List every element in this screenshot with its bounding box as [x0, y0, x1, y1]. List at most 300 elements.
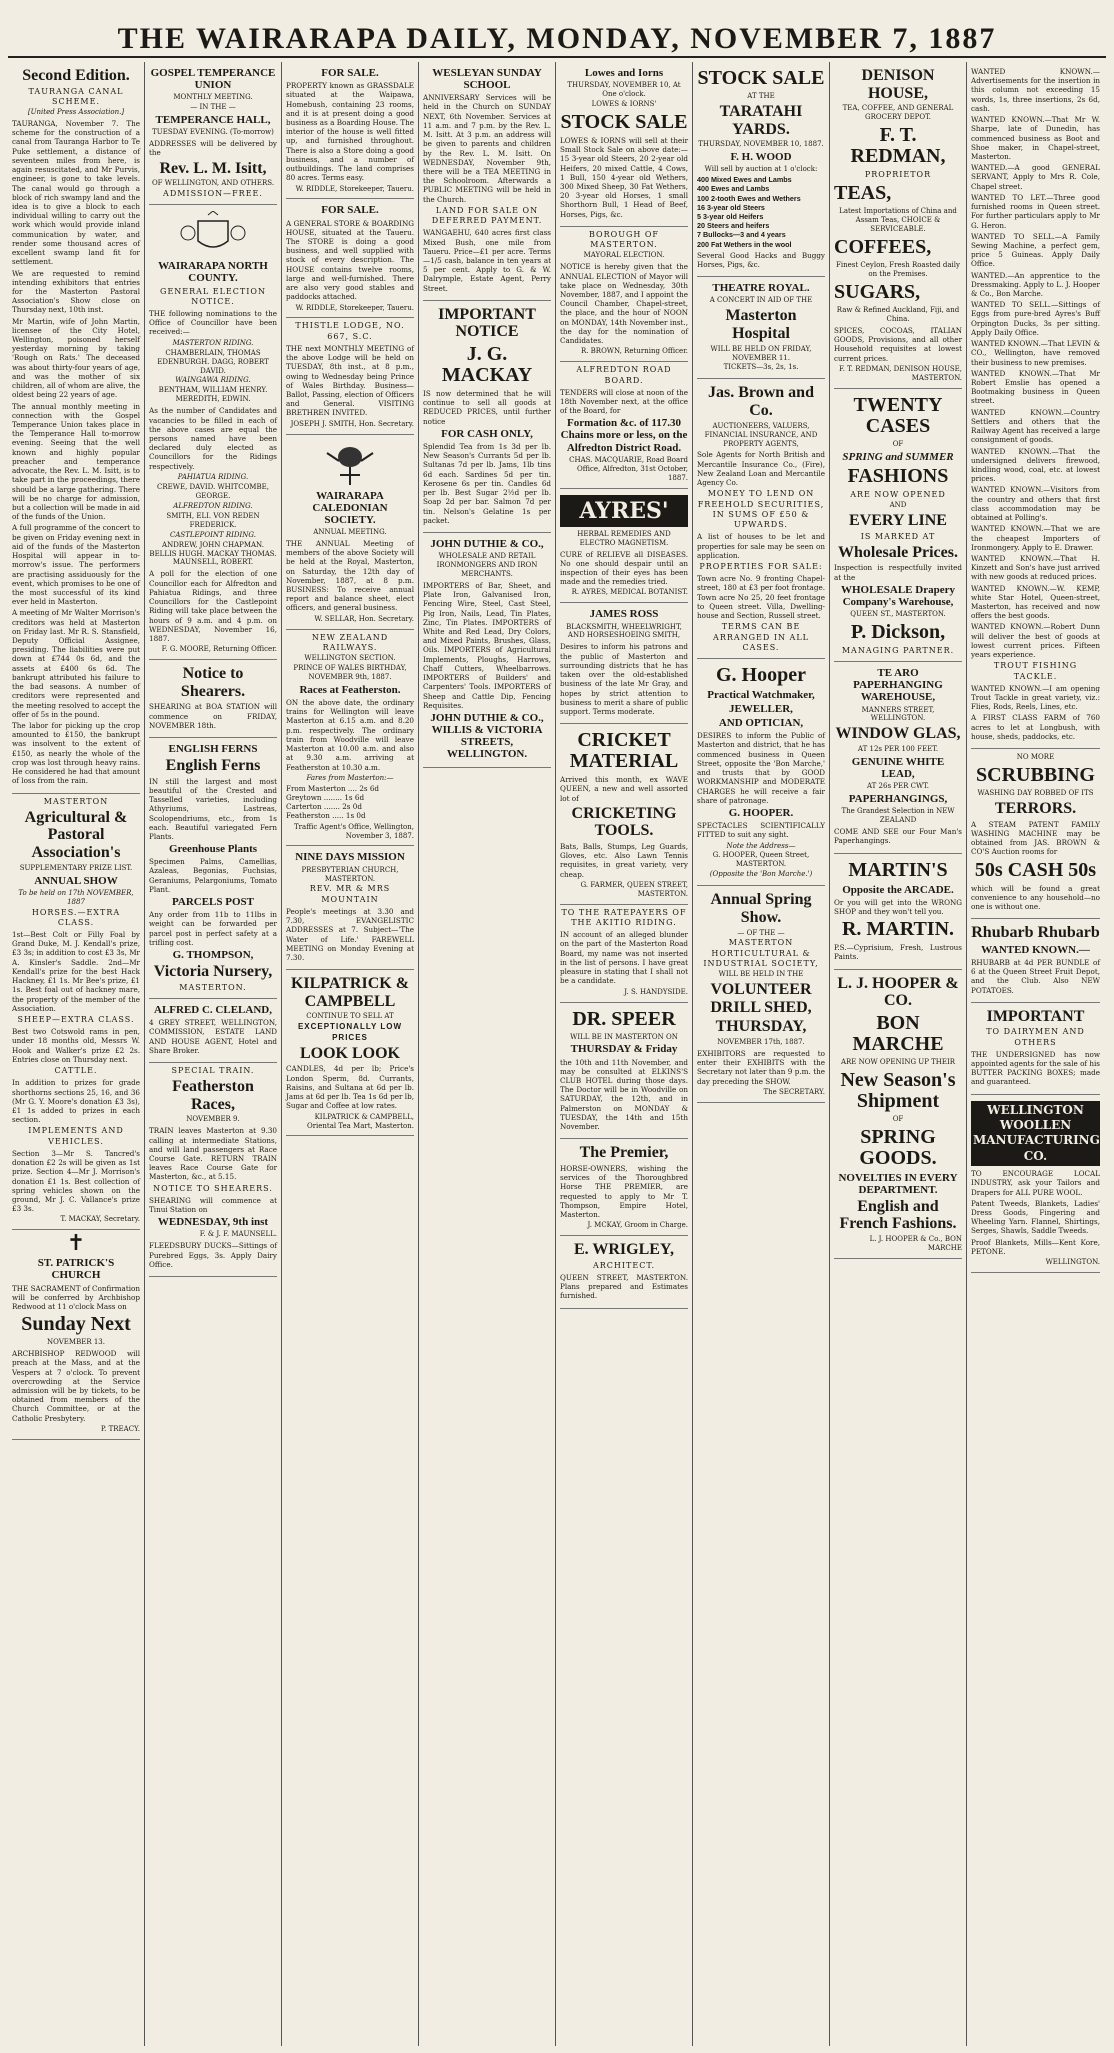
ad-date: THURSDAY, NOVEMBER 10, At One o'clock. [567, 81, 681, 99]
ad-subtitle: ARCHITECT. [592, 1260, 656, 1270]
ad-text: IN still the largest and most beautiful of the Crested and Tasselled varieties, including Athyriums, Lastreas, Scolopendriums, etc., from 1s each. Beautiful variegated Fern Plants. [149, 776, 277, 841]
ad-pretitle: SPECIAL TRAIN. [171, 1066, 255, 1075]
the-premier-ad [560, 1139, 688, 1236]
te-aro-paperhanging-ad [834, 662, 962, 853]
ad-signature: CHAS. MACQUARIE, Road Board Office, Alfredton, 31st October, 1887. [569, 455, 688, 482]
thistle-emblem-icon [315, 441, 385, 487]
ad-text: the 10th and 11th November, and may be consulted at ELKINS'S CLUB HOTEL during those days. The Doctor will be in Woodville on SATURDAY, the 12th, and in Palmerston on MONDAY & TUESDAY, the 14th and 15th November. [560, 1057, 688, 1132]
ad-title: Agricultural & Pastoral Association's [24, 808, 128, 861]
candidate-names: SMITH, ELI. VON REDEN FREDERICK. [166, 511, 260, 529]
ad-headline: CRICKETING TOOLS. [571, 804, 677, 840]
ad-subtitle: SUPPLEMENTARY PRIZE LIST. [19, 863, 133, 872]
mayoral-election-ad [560, 227, 688, 362]
county-election-ad [149, 205, 277, 660]
ad-text: ARCHBISHOP REDWOOD will preach at the Mass, and at the Vespers at 7 o'clock. To prevent overcrowding at the Service admission will be by tickets, to be obtained from members of the Church Committee, or at the Catholic Presbytery. [12, 1349, 140, 1423]
ad-text: SPICES, COCOAS, ITALIAN GOODS, Provisions, and all other Household requisites at lowest current prices. [834, 326, 962, 363]
product-description: Latest Importations of China and Assam Teas, CHOICE & SERVICEABLE. [839, 207, 957, 234]
ad-text: EXHIBITORS are requested to enter their EXHIBITS with the Secretary not later than 9 p.m. the day preceding the SHOW. [697, 1048, 825, 1086]
article-heading: TAURANGA CANAL SCHEME. [28, 86, 124, 106]
product-sugars: SUGARS, [834, 281, 921, 304]
column-2 [145, 62, 282, 2046]
product-description: Raw & Refined Auckland, Fiji, and China. [836, 306, 960, 324]
ad-subtitle: — IN THE — [190, 103, 236, 112]
newspaper-title: THE WAIRARAPA DAILY, MONDAY, NOVEMBER 7, 1887 [117, 22, 997, 55]
article-text: We are requested to remind intending exhibitors that entries for the Masterton Pastoral Association's Show close on Thursday next, 10th inst. [12, 268, 140, 315]
wanted-notice: WANTED TO LET.—Three good furnished rooms in Queen street. For further particulars apply to Mr G. Heron. [971, 192, 1100, 230]
ad-note: (Opposite the 'Bon Marche.') [709, 870, 813, 879]
coat-of-arms-icon [178, 211, 248, 257]
ad-address: G. HOOPER, Queen Street, MASTERTON. [712, 851, 810, 869]
ad-text: RHUBARB at 4d PER BUNDLE of 6 at the Queen Street Fruit Depot, and the Club. Also NEW POTATOES. [971, 957, 1100, 995]
ad-subtitle: OF WELLINGTON, AND OTHERS. [151, 179, 275, 188]
ad-subtitle: ANNUAL MEETING. [313, 527, 387, 536]
riding-name: ALFREDTON RIDING. [173, 501, 253, 510]
ad-price: 50s CASH 50s [974, 858, 1097, 881]
ad-text: People's meetings at 3.30 and 7.30, EVANGELISTIC ADDRESSES at 7. Subject—'The Water of Life.' FAREWELL MEETING on Monday Evening at 7.30. [286, 906, 414, 963]
ad-title: E. WRIGLEY, [573, 1241, 675, 1259]
ad-signature: R. BROWN, Returning Officer. [580, 347, 688, 356]
ad-title: JOHN DUTHIE & CO., [430, 537, 544, 550]
ad-title: ALFREDTON ROAD BOARD. [576, 365, 672, 385]
ad-text: THE SACRAMENT of Confirmation will be conferred by Archbishop Redwood at 11 o'clock Mass on [12, 1283, 140, 1311]
candidate-names: BENTHAM, WILLIAM HENRY. MEREDITH, EDWIN. [158, 386, 268, 404]
ad-signature: KILPATRICK & CAMPBELL, Oriental Tea Mart, Masterton. [306, 1112, 414, 1130]
ad-signature: JOSEPH J. SMITH, Hon. Secretary. [290, 419, 414, 428]
ad-headline: SCRUBBING [976, 764, 1095, 787]
wanted-notice: WANTED.—A good GENERAL SERVANT, Apply to Mrs R. Cole, Chapel street. [971, 163, 1100, 191]
ad-subtitle: AND [889, 501, 907, 510]
ad-subtitle: WELLINGTON SECTION. [304, 654, 396, 663]
ad-title: WESLEYAN SUNDAY SCHOOL [432, 67, 542, 92]
ad-title: Jas. Brown and Co. [708, 384, 814, 420]
ad-signature: T. MACKAY, Secretary. [60, 1215, 140, 1224]
column-1 [8, 62, 145, 2046]
ad-firm: LOWES & IORNS' [591, 100, 657, 108]
ad-text: TENDERS will close at noon of the 18th November next, at the office of the Board, for [560, 387, 688, 416]
ad-text: 1st—Best Colt or Filly Foal by Grand Duke, M. J. Kendall's prize, £3 3s; in addition to cost £3 3s, Mr A. Kinsler's Saddle. 2nd—Mr Kendall's prize for the best Hack Hackney, £1 1s. Mr Bee's prize, £1 1s. Best foal out of hackney mare, the property of the member of the Association. [12, 929, 140, 1013]
ad-headline: LOOK LOOK [299, 1044, 400, 1062]
ad-name: G. THOMPSON, [172, 949, 254, 962]
ad-subtitle: MAYORAL ELECTION. [583, 251, 665, 260]
wanted-notice: WANTED.—An apprentice to the Dressmaking. Apply to L. J. Hooper & Co., Bon Marche. [971, 270, 1100, 299]
candidate-names: ANDREW, JOHN CHAPMAN. BELLIS HUGH. MACKAY THOMAS. MAUNSELL, ROBERT. [149, 540, 277, 567]
ad-title: KILPATRICK & CAMPBELL [290, 975, 410, 1010]
ad-pretitle: MASTERTON [43, 796, 109, 806]
ad-text: CANDLES, 4d per lb; Price's London Sperm, 8d. Currants, Raisins, and Sultana at 6d per lb. Jams at 6d per lb. Tea 1s 6d per lb, Sugar and Coffee at low rates. [286, 1064, 414, 1111]
ad-title: THEATRE ROYAL. [712, 282, 810, 295]
product-lead: GENUINE WHITE LEAD, [851, 755, 945, 781]
ad-text: Bats, Balls, Stumps, Leg Guards, Gloves, etc. Also Lawn Tennis requisites, in great variety, very cheap. [560, 842, 688, 879]
ad-text: Or you will get into the WRONG SHOP and they won't tell you. [834, 897, 962, 916]
ad-signature: JOHN DUTHIE & CO., WILLIS & VICTORIA STREETS, WELLINGTON. [430, 711, 544, 761]
ad-signature: W. SELLAR, Hon. Secretary. [314, 614, 414, 623]
ad-subtitle: A CONCERT IN AID OF THE [709, 296, 813, 305]
ad-signature: J. MCKAY, Groom in Charge. [587, 1221, 688, 1230]
article-text: The annual monthly meeting in connection with the Gospel Temperance Union takes place in the Temperance Hall to-morrow evening. Seeing that the well known and highly popular preacher and temperance advocate, the Rev. L. M. Isitt, is to take part in the proceedings, there should be a large gathering. There will be no charge for admission, but a collection will be made in aid of the funds of the Union. [12, 401, 140, 522]
cleland-ad [149, 999, 277, 1063]
ad-title: THISTLE LODGE, NO. 667, S.C. [295, 321, 405, 341]
ad-subheading: PARCELS POST [171, 896, 254, 909]
ad-headline: Masterton Hospital [725, 307, 797, 342]
ad-title: NEW ZEALAND RAILWAYS. [311, 632, 389, 652]
ad-title: IMPORTANT [986, 1007, 1085, 1025]
ad-business: Victoria Nursery, [153, 963, 273, 981]
general-store-sale-ad [286, 199, 414, 318]
cricket-material-ad [560, 724, 688, 905]
ad-subtitle: PRINCE OF WALES BIRTHDAY, NOVEMBER 9th, 1887. [293, 664, 407, 681]
column-3 [282, 62, 419, 2046]
ad-subtitle: AT THE [747, 92, 775, 100]
ad-subtitle: MONTHLY MEETING. [173, 93, 253, 102]
ad-headline: Wholesale Prices. [838, 543, 958, 561]
james-ross-ad [560, 603, 688, 724]
ad-title: DENISON HOUSE, [861, 67, 935, 102]
ad-text: TO ENCOURAGE LOCAL INDUSTRY, ask your Tailors and Drapers for ALL PURE WOOL. [971, 1169, 1100, 1197]
column-6 [693, 62, 830, 2046]
article-text: TAURANGA, November 7. The scheme for the construction of a canal from Tauranga Harbor to Te Puke settlement, a distance of seventeen miles from here, is again resuscitated, and Mr Purvis, engineer, is gone to take levels. The canal would go through a block of rich swampy land and the idea is to give a block to each individual willing to carry out the work which would provide inland communication by water, and render some thousand acres of excellent swamp land fit for settlement. [12, 119, 140, 267]
second-edition [12, 62, 140, 794]
product-price: AT 26s PER CWT. [866, 782, 930, 791]
washing-machine-ad [971, 749, 1100, 919]
ad-text: A STEAM PATENT FAMILY WASHING MACHINE may be obtained from JAS. BROWN & CO'S Auction rooms for [971, 819, 1100, 857]
ad-signature: P. TREACY. [100, 1424, 140, 1433]
ad-subtitle: MASTERTON HORTICULTURAL & INDUSTRIAL SOCIETY, [703, 938, 819, 968]
agricultural-association-ad [12, 794, 140, 1231]
ad-date: WEDNESDAY, 9th inst [157, 1216, 269, 1229]
riding-name: CASTLEPOINT RIDING. [170, 530, 256, 539]
ad-subheading: CATTLE. [54, 1066, 98, 1076]
fare-line: Carterton ....... 2s 0d [286, 802, 362, 812]
ad-subtitle: WASHING DAY ROBBED OF ITS [977, 789, 1094, 798]
columns [8, 62, 1106, 2046]
ad-text: ANNIVERSARY Services will be held in the Church on SUNDAY NEXT, 6th November. Services at 11 a.m. and 7 p.m. by the Rev. L. M. Isitt. At 3 p.m. an address will be given to parents and children by the Rev. L. M. Isitt. On WEDNESDAY, November 9th, there will be a TEA MEETING in the Schoolroom. Afterwards a PUBLIC MEETING will be held in the Church. [423, 93, 551, 204]
denison-house-ad [834, 62, 962, 389]
ad-subtitle: WILL BE HELD IN THE [718, 970, 804, 979]
ad-text: PROPERTY known as GRASSDALE situated at the Waipawa, Homebush, containing 23 rooms, and it is at present doing a good business as a Boarding House. The interior of the house is well fitted up, and furnished throughout. There is also a Store doing a good business, and a number of outbuildings. The land comprises 80 acres. Terms easy. [286, 81, 414, 183]
ad-date: WILL BE HELD ON FRIDAY, NOVEMBER 11. [710, 344, 812, 362]
proprietor-name: F. T. REDMAN, [850, 124, 946, 168]
ad-headline: Races at Featherston. [299, 683, 401, 696]
stock-line: 7 Bullocks—3 and 4 years [697, 230, 786, 240]
ad-signature: Traffic Agent's Office, Wellington, November 3, 1887. [294, 822, 414, 840]
english-ferns-ad [149, 738, 277, 999]
ticket-prices: TICKETS—3s, 2s, 1s. [723, 363, 799, 372]
stock-line: 20 Steers and heifers [697, 221, 770, 231]
ad-text: Several Good Hacks and Buggy Horses, Pigs, &c. [697, 250, 825, 270]
column-7 [830, 62, 967, 2046]
ad-pretitle: NO MORE [1016, 753, 1055, 762]
ad-date: NOVEMBER 13. [47, 1338, 105, 1347]
ayres-ad [560, 489, 688, 604]
ad-speaker: REV. MR & MRS MOUNTAIN [309, 884, 391, 904]
ad-subheading: HORSES.—EXTRA CLASS. [31, 907, 121, 927]
ad-text: THE ANNUAL Meeting of members of the above Society will be held at the Royal, Masterton, on Saturday, the 12th day of November, 1887, at 8 p.m. BUSINESS: To receive annual report and balance sheet, elect officers, and general business. [286, 538, 414, 613]
ad-headline: New Season's Shipment [840, 1068, 956, 1112]
ad-subtitle: ARE NOW OPENED [850, 489, 946, 499]
ad-title: FOR SALE. [321, 204, 379, 217]
product-coffees: COFFEES, [834, 236, 932, 259]
grassdale-sale-ad [286, 62, 414, 199]
ad-title: WELLINGTON WOOLLEN MANUFACTURING CO. [971, 1101, 1100, 1166]
ad-headline: BON MARCHE [852, 1011, 944, 1055]
ad-name: R. MARTIN. [841, 918, 955, 941]
article-text: Mr Martin, wife of John Martin, licensee of the City Hotel, Wellington, poisoned herself yesterday morning by taking 'Rough on Rats.' The deceased was about thirty-four years of age, and was the mother of six children, all of whom are alive, the oldest being 22 years of age. [12, 316, 140, 400]
wanted-notice: A FIRST CLASS FARM of 760 acres to let at Longbush, with house, sheds, paddocks, etc. [971, 713, 1100, 741]
ad-subtitle: OF [892, 439, 904, 448]
ad-signature: The SECRETARY. [763, 1087, 825, 1096]
st-patricks-church-ad [12, 1230, 140, 1440]
manager-label: MANAGING PARTNER. [841, 646, 955, 656]
ad-address: QUEEN ST., MASTERTON. [850, 610, 946, 619]
ad-title: TO THE RATEPAYERS OF THE AKITIO RIDING. [561, 907, 687, 928]
ad-subtitle: IS MARKED AT [860, 531, 936, 541]
ad-text: Patent Tweeds, Blankets, Ladies' Dress Goods, Fingering and Wheeling Yarn. Flannel, Shirtings, Serges, Shawls, Saddle Tweeds. [971, 1198, 1100, 1236]
ad-subheading: SHEEP—EXTRA CLASS. [17, 1014, 135, 1024]
wesleyan-school-ad [423, 62, 551, 301]
ad-text: Proof Blankets, Mills—Kent Kore, PETONE. [971, 1237, 1100, 1256]
wanted-notice: WANTED KNOWN.—That Mr W. Sharpe, late of Dunedin, has commenced business as Boot and Shoe maker, in Chapel-street, Masterton. [971, 115, 1100, 161]
wanted-notice: WANTED KNOWN.—Visitors from the country and others that first class accommodation may be obtained at Polling's. [971, 485, 1100, 523]
akitio-riding-ad [560, 905, 688, 1003]
ad-text: Any order from 11b to 11lbs in weight can be forwarded per parcel post in perfect safety at a trifling cost. [149, 910, 277, 947]
wanted-notice: WANTED KNOWN.—That H. Kinzett and Son's have just arrived with new goods at reduced prices. [971, 553, 1100, 582]
ad-subtitle: Opposite the ARCADE. [842, 883, 954, 896]
wanted-notice: WANTED TO SELL.—Sittings of Eggs from pure-bred Ayres's Buff Orpington Ducks, 3s per sitting. Apply Daily Office. [971, 300, 1100, 337]
wanted-notice: WANTED KNOWN.—Country Settlers and others that the Railway Agent has received a large consignment of goods. [971, 407, 1100, 445]
ad-subheading: TERMS CAN BE ARRANGED IN ALL CASES. [713, 622, 809, 652]
ad-headline: Sunday Next [21, 1313, 131, 1336]
ad-title: ST. PATRICK'S CHURCH [37, 1257, 115, 1282]
ad-admission: ADMISSION—FREE. [163, 189, 263, 199]
ad-subtitle: OF [892, 1114, 904, 1123]
ad-business: J. G. MACKAY [441, 343, 533, 386]
ad-text: SHEARING will commence at Tinui Station on [149, 1195, 277, 1215]
fare-line: Greytown ........ 1s 6d [286, 792, 365, 802]
ad-text: As the number of Candidates and vacancies to be filled in each of the above cases are equal the persons named have been declared duly elected as Councillors for the Ridings respectively. [149, 406, 277, 471]
ad-text: SPECTACLES SCIENTIFICALLY FITTED to suit any sight. [697, 821, 825, 840]
thistle-lodge-ad [286, 318, 414, 434]
dr-speer-ad [560, 1003, 688, 1140]
ad-text: COME AND SEE our Four Man's Paperhangings. [834, 827, 962, 846]
riding-name: MASTERTON RIDING. [172, 338, 254, 347]
ad-text: Best two Cotswold rams in pen, under 18 months old, Messrs W. Hook and Walker's prize £2 2s. Entries close on Thursday next. [12, 1027, 140, 1064]
ad-text: Specimen Palms, Camellias, Azaleas, Begonias, Fuchsias, Geraniums, Pelargoniums, Tomato Plant. [149, 857, 277, 894]
nine-days-mission-ad [286, 846, 414, 970]
ad-text: Desires to inform his patrons and the public of Masterton and surrounding districts that he has taken over the old-established business of the late Mr Gray, and hopes by strict attention to business to merit a share of public support. Terms moderate. [560, 642, 688, 716]
ad-venue: TEMPERANCE HALL, [155, 114, 271, 127]
caledonian-society-ad [286, 435, 414, 630]
proprietor-label: PROPRIETOR [864, 170, 932, 180]
manager-name: P. Dickson, [850, 621, 946, 644]
ad-text: Town acre No. 9 fronting Chapel-street, 180 at £3 per foot frontage. Town acre No 25, 20 feet frontage to Queen street. Villa, Dwelling-house and Section, Russell street. [697, 574, 825, 621]
ad-date: TUESDAY EVENING. (To-morrow) [152, 128, 274, 137]
ad-town: MASTERTON. [179, 982, 247, 992]
candidate-names: CHAMBERLAIN, THOMAS EDENBURGH. DAGG, ROBERT DAVID. [157, 348, 269, 375]
ad-title: Notice to Shearers. [180, 665, 246, 700]
ad-signature: F. T. REDMAN, DENISON HOUSE, MASTERTON. [838, 364, 962, 382]
ad-subtitle: JEWELLER, [729, 703, 793, 716]
price-list: Splendid Tea from 1s 3d per lb. New Season's Currants 5d per lb. Sultanas 7d per lb. Jams, 1lb tins 6d each. Sardines 5d per tin. Kerosene 6s per tin. Candles 6d per lb. Best Sugar 2½d per lb. Soap 2d per bar. Salmon 7d per tin. Nelson's Gelatine 1s per packet. [423, 441, 551, 525]
fare-line: From Masterton .... 2s 6d [286, 783, 380, 793]
ad-subtitle: TO DAIRYMEN AND OTHERS [986, 1027, 1085, 1047]
ad-title: DR. SPEER [572, 1007, 676, 1030]
wanted-notice: WANTED KNOWN.—That Mr Robert Emslie has opened a Bootmaking business in Queen street. [971, 368, 1100, 406]
ad-text: THE following nominations to the Office of Councillor have been received:— [149, 309, 277, 337]
ad-signature: G. FARMER, QUEEN STREET, MASTERTON. [580, 880, 688, 898]
ad-title: L. J. HOOPER & CO. [837, 974, 959, 1010]
ad-day: THURSDAY, [715, 1018, 807, 1036]
ad-title: FOR SALE. [321, 67, 379, 79]
jas-brown-ad [697, 379, 825, 659]
ad-title: Annual Spring Show. [710, 891, 812, 926]
bon-marche-ad [834, 970, 962, 1259]
ad-date: NOVEMBER 9. [186, 1115, 240, 1124]
ad-title: BOROUGH OF MASTERTON. [589, 229, 659, 250]
ad-text: HORSE-OWNERS, wishing the services of the Thoroughbred Horse THE PREMIER, are requested to apply to Mr T. Thompson, Empire Hotel, Masterton. [560, 1163, 688, 1220]
ad-subtitle: Practical Watchmaker, [707, 688, 815, 701]
kilpatrick-campbell-ad [286, 970, 414, 1136]
ad-date: THURSDAY & Friday [570, 1043, 678, 1056]
ad-subtitle: CONTINUE TO SELL AT [306, 1012, 394, 1021]
ad-headline: TWENTY CASES [853, 393, 943, 437]
ad-title: GOSPEL TEMPERANCE UNION [150, 67, 276, 92]
ad-title: TERRORS. [994, 800, 1077, 818]
wanted-notice: WANTED KNOWN.—That LEVIN & CO., Wellington, have removed their business to new premises. [971, 339, 1100, 367]
dairymen-ad [971, 1003, 1100, 1095]
ad-subheading: NOVELTIES IN EVERY DEPARTMENT. [838, 1171, 958, 1196]
ad-subtitle: ARE NOW OPENING UP THEIR [840, 1057, 956, 1066]
ad-subtitle: Will sell by auction at 1 o'clock: [704, 165, 818, 174]
twenty-cases-ad [834, 389, 962, 662]
ad-text: ON the above date, the ordinary trains for Wellington will leave Masterton at 6.15 a.m. and 8.20 p.m. respectively. The ordinary train from Woodville will leave Masterton at 10.00 a.m. and also at 9.30 a.m. arriving at Featherston at 10.30 a.m. [286, 698, 414, 772]
ad-subheading: TROUT FISHING TACKLE. [993, 661, 1078, 681]
wanted-notice: WANTED KNOWN.—I am opening Trout Tackle in great variety, viz.: Flies, Rods, Reels, Lines, etc. [971, 683, 1100, 712]
ad-venue: VOLUNTEER DRILL SHED, [710, 981, 812, 1016]
fare-line: Featherston ..... 1s 0d [286, 811, 366, 821]
riding-name: PAHIATUA RIDING. [177, 472, 249, 481]
ad-title: TE ARO PAPERHANGING WAREHOUSE, [853, 667, 943, 704]
ad-business: WHOLESALE Drapery Company's Warehouse, [841, 583, 955, 608]
ad-text: NOTICE is hereby given that the ANNUAL ELECTION of Mayor will take place on Wednesday, 30th November, 1887, and I appoint the Council Chamber, Chapel-street, the place, and the hour of NOON on MONDAY, 14th November inst., the day for the nomination of Candidates. [560, 262, 688, 346]
ad-subheading: LAND FOR SALE ON DEFERRED PAYMENT. [431, 205, 543, 226]
rhubarb-ad [971, 919, 1100, 1003]
product-price: AT 12s PER 100 FEET. [857, 745, 939, 754]
ad-date: THURSDAY, NOVEMBER 10, 1887. [698, 140, 824, 149]
ad-text: THE next MONTHLY MEETING of the above Lodge will be held on TUESDAY, 8th inst., at 8 p.m., owing to Wednesday being Prince of Wales Birthday. Business—Ballot, Passing, election of Officers and General. VISITING BRETHREN INVITED. [286, 343, 414, 418]
ad-date: NOVEMBER 17th, 1887. [717, 1037, 805, 1046]
ad-text: Arrived this month, ex WAVE QUEEN, a new and well assorted lot of [560, 775, 688, 803]
cross-icon: ✝ [66, 1231, 86, 1257]
column-5 [556, 62, 693, 2046]
stock-line: 5 3-year old Heifers [697, 212, 764, 222]
stock-line: 100 2-tooth Ewes and Wethers [697, 193, 801, 203]
ad-signature: R. AYRES, MEDICAL BOTANIST. [571, 588, 688, 597]
ad-subheading: PROPERTIES FOR SALE: [699, 561, 823, 571]
stock-line: 200 Fat Wethers in the wool [697, 239, 792, 249]
ad-text: A GENERAL STORE & BOARDING HOUSE, situated at the Taueru. The STORE is doing a good business, and well supplied with stock of every description. The HOUSE contains twelve rooms, large and well-furnished. There are also very good stables and paddocks attached. [286, 218, 414, 302]
ad-signature: WELLINGTON. [1045, 1258, 1100, 1267]
wanted-notice: WANTED KNOWN.—Robert Dunn will deliver the best of goods at lowest current prices. Fifteen years experience. [971, 622, 1100, 660]
press-credit: [United Press Association.] [27, 108, 125, 117]
ad-text: P.S.—Cyprisium, Fresh, Lustrous Paints. [834, 943, 962, 962]
ad-speaker: Rev. L. M. Isitt, [159, 159, 267, 177]
ad-subtitle: TEA, COFFEE, AND GENERAL GROCERY DEPOT. [842, 104, 954, 122]
ad-subheading: MONEY TO LEND ON FREEHOLD SECURITIES, IN SUMS OF £50 & UPWARDS. [697, 489, 825, 530]
riding-name: WAINGAWA RIDING. [175, 376, 251, 385]
ad-signature: W. RIDDLE, Storekeeper, Taueru. [295, 303, 414, 312]
ad-text: IMPORTERS of Bar, Sheet, and Plate Iron, Galvanised Iron, Fencing Wire, Steel, Cast Steel, Pig Iron, Nails, Lead, Tin Plates, Zinc, Tin Plates. IMPORTERS of White and Red Lead, Dry Colors, and Mixed Paints, Brushes, Glass, Oils. IMPORTERS of Agricultural Implements, Ploughs, Harrows, Chaff Cutters, Wheelbarrows. IMPORTERS of Builders' and Carpenters' Tools. IMPORTERS of Sheep and Cattle Dip, Fencing Requisites. [423, 580, 551, 710]
ad-text: which will be found a great convenience to any household—no one is without one. [971, 883, 1100, 911]
ad-text: THE UNDERSIGNED has now appointed agents for the sale of his BUTTER PACKING BOXES; made and guaranteed. [971, 1049, 1100, 1087]
ad-subtitle: The Grandest Selection in NEW ZEALAND [841, 807, 955, 825]
ad-subtitle: GENERAL ELECTION NOTICE. [160, 286, 266, 306]
martins-ad [834, 854, 962, 970]
spring-show-ad [697, 886, 825, 1102]
stock-line: 400 Mixed Ewes and Lambs [697, 175, 792, 185]
ad-subtitle: AUCTIONEERS, VALUERS, FINANCIAL INSURANCE, AND PROPERTY AGENTS, [704, 421, 818, 448]
ad-signature: J. S. HANDYSIDE. [624, 987, 688, 996]
fares-heading: Fares from Masterton:— [306, 773, 394, 782]
ad-text: FLEEDSBURY DUCKS—Sittings of Purebred Eggs, 3s. Apply Dairy Office. [149, 1241, 277, 1269]
ad-text: A poll for the election of one Councillor each for Alfredton and Pahiatua Ridings, and three Councillors for the Castlepoint Riding will take place between the hours of 9 a.m. and 4 p.m. on WEDNESDAY, November 16, 1887. [149, 569, 277, 643]
section-heading: Second Edition. [22, 67, 130, 84]
ad-text: LOWES & IORNS will sell at their Small Stock Sale on above date:— 15 3-year old Steers, 20 2-year old Heifers, 20 mixed Cattle, 4 Cows, 1 Bull, 150 4-year old Wethers, 300 Mixed Sheep, 30 Fat Wethers, 20 3-year old Horses, 1 small Shorthorn Bull, 1 Head of Beef, Horses, Pigs, &c. [560, 135, 688, 219]
ad-headline: English Ferns [165, 757, 261, 775]
lowes-iorns-ad [560, 62, 688, 227]
ad-text: A list of houses to be let and properties for sale may be seen on application. [697, 532, 825, 560]
article-text: The labor for picking up the crop amounted to £150, the bankrupt was insolvent to the extent of £150, as nearly the whole of the crop was lost through heavy rains. He considered he had that amount of loss from the rain. [12, 721, 140, 786]
ad-subtitle: — OF THE — [737, 928, 785, 937]
wanted-notice: WANTED KNOWN.—Advertisements for the insertion in this column not exceeding 15 words, 1s, three insertions, 2s 6d, cash. [971, 67, 1100, 113]
product-description: Finest Ceylon, Fresh Roasted daily on the Premises. [836, 261, 960, 279]
ad-title: FASHIONS [847, 464, 949, 487]
ad-title: Rhubarb Rhubarb [971, 924, 1100, 942]
candidate-names: CREWE, DAVID. WHITCOMBE, GEORGE. [157, 482, 269, 500]
ad-subtitle: BLACKSMITH, WHEELWRIGHT, AND HORSESHOEING SMITH, [566, 622, 682, 640]
ad-title: JAMES ROSS [589, 608, 659, 621]
duthie-ad [423, 533, 551, 768]
ad-title: ENGLISH FERNS [168, 742, 258, 755]
ad-text: IS now determined that he will continue to sell all goods at REDUCED PRICES, until further notice [423, 389, 551, 426]
auctioneer-name: F. H. WOOD [730, 151, 792, 164]
ad-subheading: NOTICE TO SHEARERS. [153, 1183, 273, 1193]
ad-title: Featherston Races, [172, 1078, 254, 1113]
article-text: A meeting of Mr Walter Morrison's creditors was held at Masterton on Friday last. Mr R. S. Stansfield, Deputy Official Assignee, presiding. The liabilities were put down at £744 0s 6d, and the assets at £400 6s 6d. The bankrupt attributed his failure to the bad seasons. A number of creditors were represented and the meeting resolved to accept the offer of 5s in the pound. [12, 608, 140, 719]
temperance-union-ad [149, 62, 277, 205]
wanted-column [971, 62, 1100, 749]
column-4 [419, 62, 556, 2046]
product-teas: TEAS, [834, 182, 892, 205]
ad-text: CURE of RELIEVE all DISEASES. No one should despair until an inspection of their eyes has been made and the remedies tried. [560, 549, 688, 587]
stock-line: 400 Ewes and Lambs [697, 184, 770, 194]
masthead-rule [8, 56, 1106, 58]
product-glass: WINDOW GLAS, [835, 725, 961, 743]
shearers-notice [149, 660, 277, 738]
ad-subheading: WANTED KNOWN.— [981, 943, 1090, 956]
featherston-races-ad [149, 1063, 277, 1277]
ad-note: Note the Address— [726, 841, 796, 850]
ad-text: QUEEN STREET, MASTERTON. Plans prepared and Estimates furnished. [560, 1273, 688, 1301]
ad-headline: SPRING GOODS. [859, 1125, 937, 1169]
wanted-notice: WANTED KNOWN.—That we are the cheapest Importers of Ironmongery. Apply to E. Drawer. [971, 524, 1100, 552]
ad-subtitle: AND OPTICIAN, [718, 717, 804, 730]
ad-title: MARTIN'S [848, 858, 948, 881]
ad-title: ALFRED C. CLELAND, [154, 1004, 272, 1017]
railways-ad [286, 630, 414, 847]
ad-title: Lowes and Iorns [584, 67, 664, 79]
ad-headline: EVERY LINE [849, 512, 947, 530]
article-text: A full programme of the concert to be given on Friday evening next in aid of the funds of the Masterton Hospital will appear in to-morrow's issue. The performers are practising assiduously for the event, which promises to be one of the most successful of its kind ever held in Masterton. [12, 523, 140, 607]
